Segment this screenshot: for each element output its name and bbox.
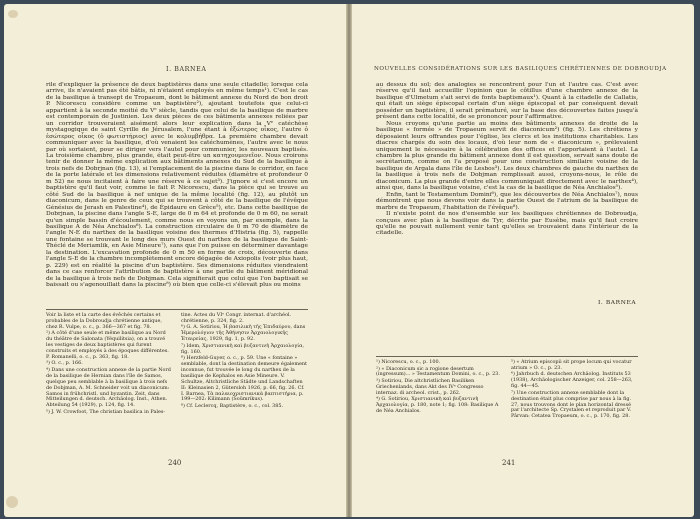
footnote: ⁷) Idem, Χριστιανικὴ καὶ βυζαντινὴ Ἀρχαιολογία, fig. 160. [181, 342, 305, 355]
footnote: ⁶) G. A. Sotiriou, Ἡ βασιλικὴ τῆς Ἐπιδαύρου, dans Ἡμερολόγιον τῆς Ἀθήνησιν Ἀρχαιολογικῆς Ἑταιρείας, 1929, fig. 1, p. 92. [181, 324, 306, 343]
footnote: ⁵) J. W. Crowfoot, The christian basilica in Pales- [46, 408, 166, 415]
paragraph: rile d'expliquer la présence de deux baptistères dans une seule citadelle; lorsque cela arrive, ils n'avaient pas été bâtis, ni n'étaient employés en même temps¹). C'est le cas de la basilique à transept de Tropaeum, dont le bâtiment annexe du Nord de bon droit P. Nicorescu considère comme un baptistère²), ajoutant toutefois que celui-ci appartient à la seconde moitié du Vᵉ siècle, tandis que celui de la basilique de marbre est contemporain de Justinien. Les deux pièces de ces bâtiments annexes reliées par un corridor trouveraient aisément alors leur explication dans la Vᵉ catéchèse mystagogique de saint Cyrille de Jérusalem, l'une étant à ἐξώτερος οἶκος, l'autre ὁ ἐσώτερος οἶκος (ὁ φωτιστήριος) avec le κολυμβήθρα. La première chambre devait communiquer avec la basilique, d'où venaient les catéchumènes, l'autre avec le nous par où sortaient, pour se diriger vers l'autel pour communier, les nouveaux baptisés. La troisième chambre, plus grande, était peut-être un κατηχουμενεῖον. Nous croirons tenir de donner la même explication aux bâtiments annexes du Sud de la basilique à trois nefs de Dobrjnan (fig. 13), si l'emplacement de la piscine dans le corridor, en face de la porte latérale et les dimensions relativement réduites (diamètre et profondeur 0 m 52) ne nous incitaient à faire une réserve à ce sujet³). J'ignore si c'est encore un baptistère qu'il faut voir, comme le fait P. Nicorescu, dans la pièce qui se trouve au côté Sud de la basilique à nef unique de la même localité (fig. 12), au plutôt un diaconicum, dans le genre de ceux qui se trouvent à côté de la basilique de l'évêque Génésius de Jerash en Palestine⁴), de Épidaure en Grèce⁵), etc. Dans cette basilique de Dobrjnan, la piscine dans l'angle S-E, large de 0 m 64 et profonde de 0 m 60, ne serait qu'un simple bassin d'écoulement, comme nous en voyons un, par exemple, dans la basilique A de Néa Anchialos⁶). La construction circulaire de 0 m 70 de diamètre de l'angle N-E du narthex de la basilique voisine des thermes d'Histria (fig. 5), rappelle une fontaine se trouvant le long des murs Ouest du narthex de la basilique de Saint-Théclé de Meriamlik, en Asie Mineure⁷), sans que l'on puisse en déterminer davantage la destination. L'excavation profonde de 0 m 50 en forme de croix, découverte dans l'angle S-E de la chambre incomplètement encore dégagée de Axiopolis (voir plus haut, p. 229) est en réalité la piscine d'un baptistère. Ses dimensions réduites viendraient dans ce cas renforcer l'attribution de baptistère à une partie du bâtiment méridional de la basilique à trois nefs de Dobjman. Cela signifierait que celui que l'on baptisait se baissait ou s'agenouillait dans la piscine⁸) où bien que celle-ci s'élevait plus ou moins [46, 82, 308, 289]
footnote: ⁴) G. Sotiriou, Χριστιανικὴ καὶ βυζαντινὴ Ἀρχαιολογία, p. 180, note 1; fig. 108: Basilique A de Néa Anchialos. [376, 396, 499, 415]
paragraph: Il n'existe point de nos d'ensemble sur les basiliques chrétiennes de Dobroudja, conçues avec plan à la basilique de Tyr, décrite par Eusèbe, mais qu'il faut croire qu'elle ne pouvait nullement venir tant qu'elles se trouvaient dans l'intérieur de la citadelle. [376, 211, 638, 237]
foxing-spot [6, 496, 18, 508]
footnote-column-right [511, 360, 638, 421]
footnote: ²) « Diaconicum sic a rogione desertum (ingressum)... » Testamentum Domini, o. c., p. 23. [376, 365, 500, 378]
footnote: tine. Actes du VIᵉ Congr. internat. d'archéol. chrétienne, p. 324, fig. 2. [181, 312, 292, 324]
paragraph: Nous croyons qu'une partie au moins des bâtiments annexes de droite de la basilique « formée » de Tropaeum servit de diaconicum²) (fig. 5). Les chrétiens y déposaient leurs offrandes pour l'église, les clercs et les institutions charitables. Les diacres chargés du soin des locaux, d'où leur nom de « diaconicum », prélevaient uniquement le nécessaire à la célébration des offices et l'apportaient à l'autel. La chambre la plus grande du bâtiment annexe dont il est question, servait sans doute de secrétarium, comme on l'a proposé pour une construction similaire voisine de la basilique de Argala dans l'île de Lesbos³). Les deux chambres de gauche du narthex de la basilique à trois nefs de Dobjman remplissait aussi, croyons-nous, le rôle de diaconicum. La plus grande d'entre elles communiquait directement avec le narthex⁴), ainsi que, dans la basilique voisine, c'est la cas de la basilique de Néa Anchialos⁵). [376, 120, 638, 192]
footnote: ⁸) Cf. Leclercq, Baptistère, o. c., col. 385. [181, 402, 284, 409]
footnote: ⁶) Jahrbuch d. deutschen Archäolog. Instituts 53 (1938), Archäologischer Anzeiger, col. 258—263, fig. 44—45. [511, 371, 633, 390]
footnote-column-left [46, 313, 171, 416]
right-page [352, 4, 694, 517]
footnote: Voir la liste et la carte des évêchés certains et probables de la Dobroudja chrétienne antique, chez R. Vulpe, o. c., p. 366—367 et fig. 78. [46, 312, 162, 330]
footnote: ¹) Nicorescu, o. c., p. 100. [376, 359, 441, 365]
footnote: ⁴) Dans une construction annexe de la partie Nord de la basilique de Hernian dans l'île de Samos, quelque peu semblable à la basilique à trois nefs de Dobjman, A. M. Schneider voit un diaconicum: Samos in frühchristl. und byzantin. Zeit, dans Mitteilungen d. deutsch. Archäolog. Inst., Athen. Abteilung 54 (1929), p. 124, fig. 14. [46, 366, 171, 409]
footnote: ²) A côté d'une seule et même basilique au Nord du théâtre de Salonata (Yéquilitsia), on a trouvé les vestiges de deux baptistères qui furent construits et employés à des époques différentes. P. Romanelli, o. c., p. 363, fig. 18. [46, 330, 169, 360]
footnote-rule [46, 309, 308, 310]
body-text [376, 82, 638, 237]
footnote-column-left [376, 360, 501, 416]
running-head: NOUVELLES CONSIDÉRATIONS SUR LES BASILIQUES CHRÉTIENNES DE DOBROUDJA [374, 66, 667, 72]
page-number: 241 [502, 459, 516, 467]
running-head: I. BARNEA [166, 66, 207, 73]
author-signature: I. BARNEA [598, 300, 637, 306]
footnote: ⁸) Herzfeld-Guyer, o. c., p. 59. Une « fontaine » semblable, dont la destination demeure également inconnue, fut trouvée le long du narthex de la basilique de Kephalos en Asie Mineure. V. Schultze, Altchristliche Städte und Landschaften II: Kleinasien 2, Gütersloh 1926, p. 66, fig. 26. Cf. I. Barnea, Τὰ παλαιοχριστιανικὰ βαπτιστήρια, p. 199—202: Kilimann (Soûmrikus). [181, 355, 307, 403]
page-number: 240 [168, 459, 182, 467]
footnote-column-right [181, 313, 308, 410]
left-page [4, 4, 346, 517]
footnote: ⁷) Une construction annexe semblable dont la destination était plus comprise par nous à la fig. 27, nous trouvons dont le plan horizontal dressé par l'architecte Sp. Crystalen et reproduit par V. Pârvan: Cetatea Tropaeum, o. c., p. 170, fig. 28. [511, 389, 632, 420]
foxing-spot [8, 10, 18, 18]
footnotes [46, 313, 308, 448]
paragraph: au dessus du sol; des analogies se rencontrent pour l'un et l'autre cas. C'est avec réserve qu'il faut accueillir l'opinion que le côtillus d'une chambre annexe de la basilique d'Ulmetum s'ait servi de fonts baptismaux¹). Quant à la citadelle de Callatis, qui était un siège épiscopal certain d'un siège épiscopal et par conséquent devait posséder un baptistère, il serait prématuré, sur la base des découvertes faites jusqu'à présent dans cette localité, de se prononcer pour l'affirmative. [376, 82, 638, 121]
paragraph: Enfin, tant le Testamentum Domini⁶), que les découvertes de Néa Anchialos⁷), nous démontrent que nous devons voir dans la partie Ouest de l'atrium de la basilique de marbre de Tropaeum, l'habitation de l'évêque⁸). [376, 191, 638, 211]
footnote: ⁵) « Atrium episcopii sit prope locum qui vocatur atrium » O. c., p. 23. [511, 359, 632, 371]
footnotes [376, 360, 638, 455]
footnote: ³) Sotiriou, Die altchristlichen Basiliken Griechenlands, dans Akt des IVᵉ Congresso internaz. di archeol. crist., p. 262. [376, 377, 484, 396]
body-text [46, 82, 308, 289]
footnote-rule [376, 356, 638, 357]
footnote: ³) O. c., p. 166. [46, 360, 83, 367]
